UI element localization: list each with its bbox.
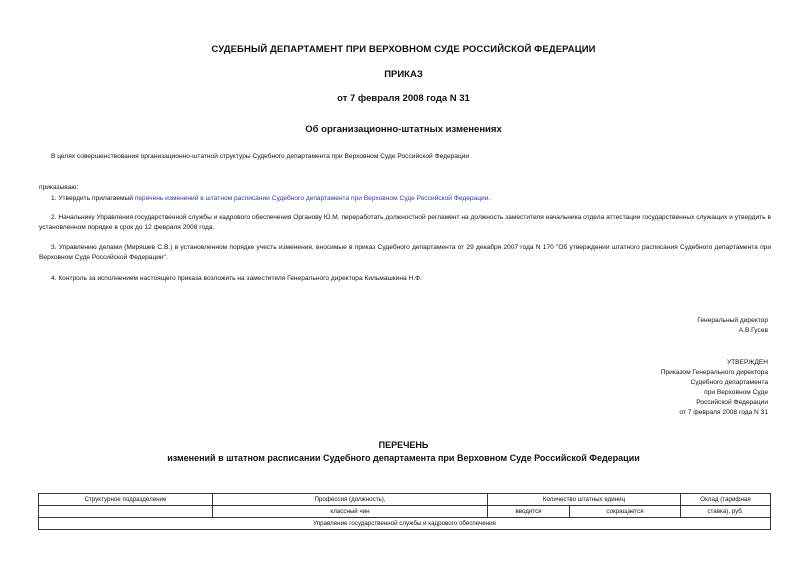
list-subtitle: изменений в штатном расписании Судебного департамента при Верховном Суде Российской Федерации [167, 453, 640, 463]
approval-line: от 7 февраля 2008 года N 31 [679, 409, 768, 416]
table-header-row-2 [39, 506, 771, 518]
header-profession-line1: Профессия (должность), [314, 496, 386, 503]
list-of-changes-link[interactable]: перечень изменений в штатном расписании Судебного департамента при Верховном Суде Российской Федерации [134, 195, 489, 202]
header-unit: Структурное подразделение [39, 494, 213, 506]
header-salary-line1: Оклад (тарифная [700, 496, 751, 503]
header-count-in: вводится [488, 506, 570, 518]
document-type: ПРИКАЗ [384, 69, 423, 80]
approval-line: УТВЕРЖДЕН [726, 359, 768, 366]
approval-line: при Верховном Суде [704, 389, 768, 396]
signature-block [697, 316, 768, 336]
approval-line: Судебного департамента [690, 379, 768, 386]
document-date-number: от 7 февраля 2008 года N 31 [337, 93, 470, 104]
table-header-row [39, 494, 771, 506]
clause-1-prefix: 1. Утвердить прилагаемый [51, 195, 135, 202]
header-salary [681, 494, 771, 506]
header-salary-line2: ставка), руб. [681, 506, 771, 518]
clause-1-suffix: . [488, 195, 491, 202]
header-unit-cont [39, 506, 213, 518]
clause-1 [51, 194, 771, 204]
signature-name: А.В.Гусев [738, 327, 768, 334]
header-profession-line2: классный чин [213, 506, 488, 518]
header-profession [213, 494, 488, 506]
list-title: ПЕРЕЧЕНЬ [378, 440, 429, 450]
clause-3: 3. Управлению делами (Миряшев С.В.) в установленном порядке учесть изменения, вносимые в приказ Судебного департамента от 29 декабря 2007 года N 170 "Об утверждении штатного расписания Судебного департамента при Верховном Суде Российской Федерации". [39, 244, 771, 261]
signature-position: Генеральный директор [697, 317, 768, 324]
approval-line: Приказом Генерального директора [660, 369, 768, 376]
section-row: Управление государственной службы и кадрового обеспечения [39, 518, 771, 530]
approval-line: Российской Федерации [696, 399, 768, 406]
header-count: Количество штатных единиц [488, 494, 681, 506]
staff-changes-table [38, 493, 771, 530]
approval-block [661, 358, 768, 418]
clause-2: 2. Начальнику Управления государственной службы и кадрового обеспечения Органову Ю.М. переработать должностной регламент на должность заместителя начальника отдела аттестации государственных служащих и утвердить в установленном порядке в срок до 12 февраля 2008 года. [39, 214, 771, 231]
clause-4: 4. Контроль за исполнением настоящего приказа возложить на заместителя Генерального директора Кильмашкина Н.Ф. [51, 275, 422, 282]
table-row [39, 518, 771, 530]
organization-heading: СУДЕБНЫЙ ДЕПАРТАМЕНТ ПРИ ВЕРХОВНОМ СУДЕ РОССИЙСКОЙ ФЕДЕРАЦИИ [211, 44, 596, 55]
header-count-out: сокращается [570, 506, 681, 518]
document-subject: Об организационно-штатных изменениях [305, 124, 502, 135]
order-word: приказываю: [39, 184, 79, 191]
intro-paragraph: В целях совершенствования организационно-штатной структуры Судебного департамента при Верховном Суде Российской Федерации [51, 153, 470, 160]
